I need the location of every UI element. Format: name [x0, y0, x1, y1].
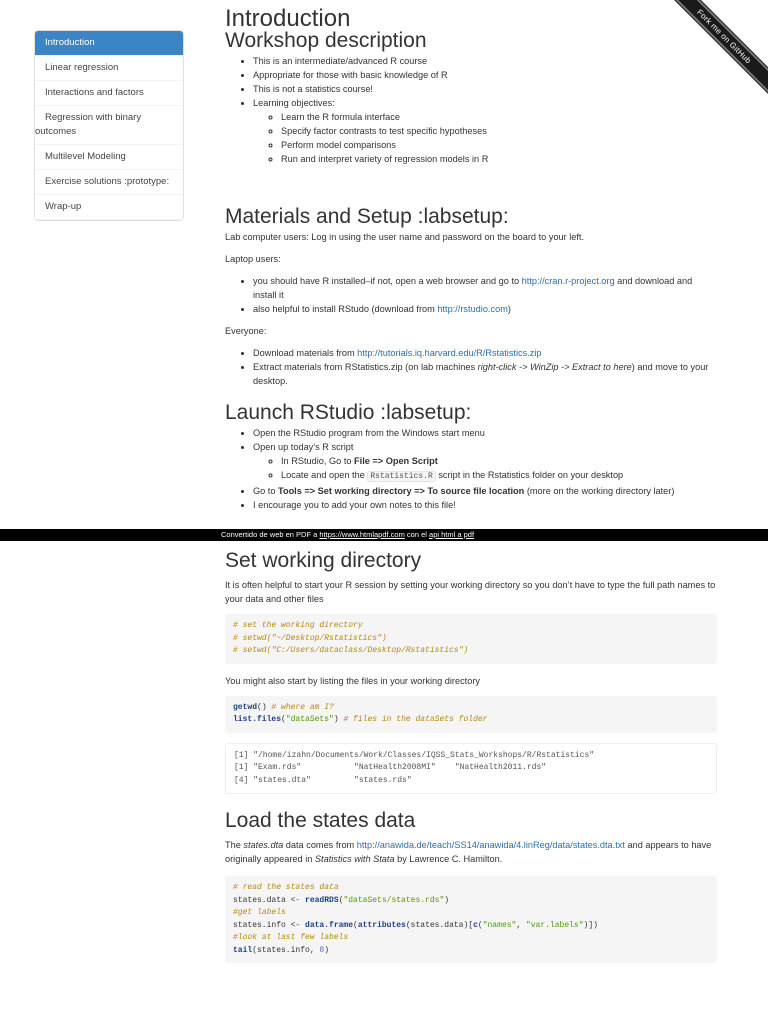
list-item [253, 360, 717, 388]
working-directory-section [225, 549, 717, 804]
toc-item-label: Regression with binary [45, 112, 142, 123]
states-data-link[interactable]: http://anawida.de/teach/SS14/anawida/4.linReg/data/states.dta.txt [356, 840, 625, 850]
states-paragraph [225, 838, 717, 866]
list-item: ◦ Learn the R formula interface [281, 110, 717, 124]
materials-heading: Materials and Setup :labsetup: [225, 205, 509, 228]
laptop-list [225, 274, 717, 316]
code-number: 8 [319, 945, 325, 955]
code-text: ) [333, 715, 344, 724]
launch-section [225, 401, 717, 512]
code-comment: # read the states data [233, 883, 339, 892]
list-item [253, 274, 717, 302]
output-line: [1] "Exam.rds" "NatHealth2008MI" "NatHealth2011.rds" [234, 763, 547, 772]
list-item [281, 468, 717, 484]
code-text: states.info <- [233, 920, 306, 930]
text: ) and move to your desktop. [253, 362, 709, 386]
launch-list [225, 426, 717, 512]
toc-item-linear-regression[interactable]: Linear regression [35, 56, 183, 81]
everyone-label: Everyone: [225, 326, 267, 336]
code-comment: # files in the dataSets folder [343, 715, 488, 724]
text: Extract materials from RStatistics.zip (on lab machines [253, 362, 478, 372]
wd-paragraph-2: You might also start by listing the files in your working directory [225, 675, 480, 686]
code-text: () [257, 702, 272, 712]
code-string: "names" [482, 920, 517, 930]
launch-heading: Launch RStudio :labsetup: [225, 401, 472, 424]
api-link[interactable]: api html a pdf [429, 530, 475, 539]
states-section [225, 809, 717, 973]
code-comment: # setwd("~/Desktop/Rstatistics") [233, 633, 387, 643]
materials-section [225, 205, 717, 396]
objectives-list [253, 110, 717, 166]
list-item [253, 440, 717, 484]
list-item [253, 302, 717, 316]
code-text: (states.info, [252, 945, 320, 955]
code-text: states.data <- [233, 895, 306, 905]
text: you should have R installed–if not, open a web browser and go to [253, 276, 522, 286]
list-item: • I encourage you to add your own notes to this file! [253, 498, 717, 512]
list-item [253, 484, 717, 498]
rstudio-link[interactable]: http://rstudio.com [437, 304, 508, 314]
list-item [253, 96, 717, 166]
text: The [225, 840, 244, 850]
intro-section [225, 5, 717, 166]
code-text: ( [477, 920, 483, 930]
htmlapdf-link[interactable]: https://www.htmlapdf.com [319, 530, 405, 539]
code-block [225, 696, 717, 733]
code-block [225, 876, 717, 963]
page-title: Introduction [225, 5, 351, 32]
text: data comes from [283, 840, 357, 850]
code-string: "dataSets" [285, 715, 334, 724]
code-comment: # setwd("C:/Users/dataclass/Desktop/Rstatistics") [233, 646, 469, 655]
code [233, 620, 709, 658]
table-of-contents [34, 30, 184, 221]
laptop-users-label: Laptop users: [225, 254, 281, 264]
code-function: data.frame [305, 920, 354, 930]
output-line: [4] "states.dta" "states.rds" [234, 775, 412, 785]
code-function: c [473, 920, 478, 930]
text: In RStudio, Go to [281, 456, 355, 466]
pdf-converter-bar [0, 529, 768, 541]
code-text: ( [338, 895, 344, 905]
toc-item-interactions-factors[interactable]: Interactions and factors [35, 81, 183, 106]
code-text: )]) [583, 920, 598, 930]
list-item: • Appropriate for those with basic knowledge of R [253, 68, 717, 82]
code-function: tail [233, 945, 253, 955]
workshop-list [225, 54, 717, 166]
code-text: ( [281, 715, 286, 724]
text: and appears to have originally appeared in [225, 840, 712, 864]
list-item: ◦ Run and interpret variety of regression models in R [281, 152, 717, 166]
list-item: • Open the RStudio program from the Windows start menu [253, 426, 717, 440]
list-item: ◦ Specify factor contrasts to test specific hypotheses [281, 124, 717, 138]
wd-heading: Set working directory [225, 549, 422, 572]
states-heading: Load the states data [225, 809, 416, 832]
list-item-label: Learning objectives: [253, 98, 335, 108]
text: Go to [253, 486, 279, 496]
bold-text: File => Open Script [354, 456, 438, 466]
output [234, 750, 708, 788]
code-string: "var.labels" [525, 920, 584, 930]
code-block [225, 614, 717, 664]
code-text: ) [444, 895, 450, 905]
list-item: ◦ Perform model comparisons [281, 138, 717, 152]
output-line: [1] "/home/izahn/Documents/Work/Classes/IQSS_Stats_Workshops/R/Rstatistics" [234, 750, 595, 760]
toc-item-introduction[interactable]: Introduction [35, 31, 183, 56]
inline-code: Rstatistics.R [367, 471, 435, 482]
emphasis: right-click -> WinZip -> Extract to here [477, 362, 632, 372]
workshop-heading: Workshop description [225, 29, 427, 52]
code-comment: # where am I? [271, 702, 334, 712]
toc-item-exercise-solutions[interactable]: Exercise solutions :prototype: [35, 170, 183, 195]
code-text: ( [353, 920, 358, 930]
bold-text: Tools => Set working directory => To source file location [278, 486, 525, 496]
code-text: , [516, 920, 526, 930]
list-item: • This is not a statistics course! [253, 82, 717, 96]
toc-item-multilevel[interactable]: Multilevel Modeling [35, 145, 183, 170]
code-comment: #get labels [233, 908, 286, 917]
text: ) [507, 304, 511, 314]
code-text: ) [324, 945, 330, 955]
toc-item-wrap-up[interactable]: Wrap-up [35, 195, 183, 220]
code-comment: # set the working directory [233, 621, 363, 630]
text: also helpful to install RStudo (download from [253, 304, 438, 314]
toc-item-label-cont: outcomes [35, 126, 77, 137]
materials-zip-link[interactable]: http://tutorials.iq.harvard.edu/R/Rstatistics.zip [357, 348, 542, 358]
code-string: "dataSets/states.rds" [343, 895, 445, 905]
code [233, 882, 709, 957]
list-item [253, 346, 717, 360]
code-text: (states.data)[ [405, 920, 474, 930]
code-function: attributes [357, 920, 406, 930]
everyone-list [225, 346, 717, 388]
text: Locate and open the [281, 470, 368, 480]
wd-paragraph: It is often helpful to start your R session by setting your working directory so you don’t have to type the full path names to your data and other files [225, 580, 716, 604]
emphasis: Statistics with Stata [314, 854, 395, 864]
list-item [281, 454, 717, 468]
toc-item-binary-regression[interactable] [35, 106, 183, 145]
emphasis: states.dta [243, 840, 284, 850]
output-block [225, 743, 717, 795]
fork-me-ribbon[interactable]: Fork me on GitHub [661, 0, 768, 99]
text: Download materials from [253, 348, 358, 358]
text: and download and install it [253, 276, 693, 300]
cran-link[interactable]: http://cran.r-project.org [521, 276, 615, 286]
code-function: getwd [233, 702, 258, 712]
code [233, 702, 709, 727]
launch-sublist [253, 454, 717, 484]
lab-users-text: Lab computer users: Log in using the user name and password on the board to your left. [225, 232, 585, 242]
list-item: • This is an intermediate/advanced R course [253, 54, 717, 68]
text: by Lawrence C. Hamilton. [394, 854, 503, 864]
text: Convertido de web en PDF a [221, 530, 320, 539]
text: con el [404, 530, 430, 539]
pdf-bar-text [221, 529, 474, 541]
code-function: readRDS [305, 895, 339, 905]
code-function: list.files [233, 715, 282, 724]
list-item-label: Open up today’s R script [253, 442, 354, 452]
text: script in the Rstatistics folder on your desktop [435, 470, 624, 480]
code-comment: #look at last few labels [233, 933, 349, 942]
text: (more on the working directory later) [524, 486, 675, 496]
